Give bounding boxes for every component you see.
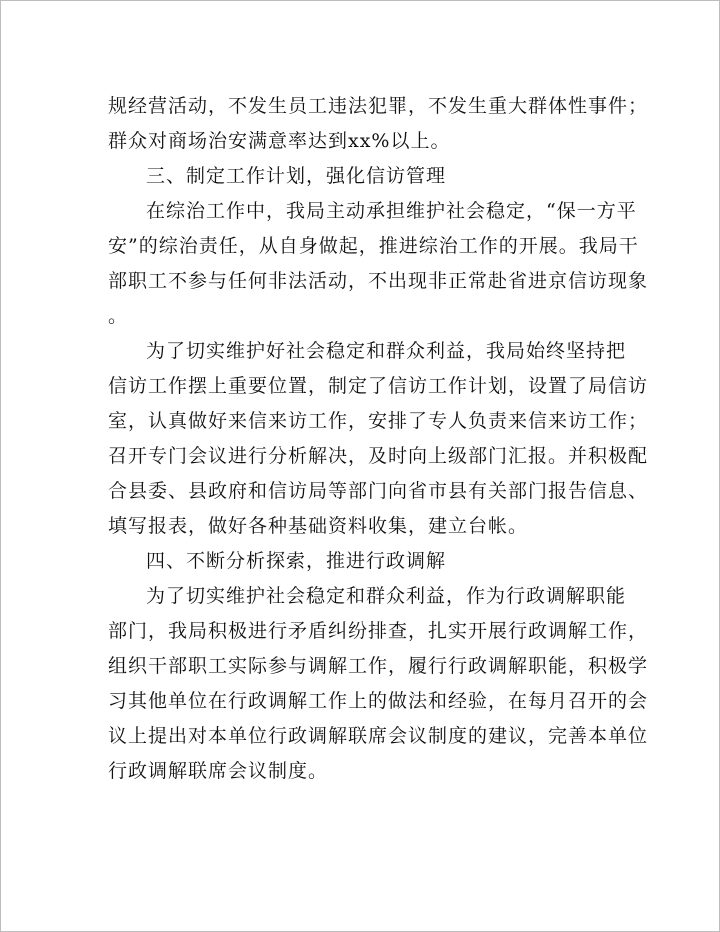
section-heading-4: 四、不断分析探索，推进行政调解 <box>146 550 447 572</box>
body-text-line: 召开专门会议进行分析解决，及时向上级部门汇报。并积极配 <box>108 445 649 467</box>
body-text-line: 部职工不参与任何非法活动，不出现非正常赴省进京信访现象 <box>108 270 649 292</box>
paragraph-first-line: 为了切实维护社会稳定和群众利益，作为行政调解职能 <box>146 585 627 607</box>
paragraph-first-line: 为了切实维护好社会稳定和群众利益，我局始终坚持把 <box>146 340 627 362</box>
body-text-line: 安”的综治责任，从自身做起，推进综治工作的开展。我局干 <box>108 235 639 257</box>
document-body <box>108 89 649 789</box>
section-heading-3: 三、制定工作计划，强化信访管理 <box>146 165 447 187</box>
body-text-line: 组织干部职工实际参与调解工作，履行行政调解职能，积极学 <box>108 655 649 677</box>
body-text-line: 规经营活动，不发生员工违法犯罪，不发生重大群体性事件； <box>108 95 649 117</box>
body-text-line: 。 <box>108 305 129 327</box>
body-text-line: 填写报表，做好各种基础资料收集，建立台帐。 <box>108 515 529 537</box>
body-text-line: 群众对商场治安满意率达到xx%以上。 <box>108 130 451 152</box>
body-text-line: 习其他单位在行政调解工作上的做法和经验，在每月召开的会 <box>108 690 649 712</box>
paragraph-first-line: 在综治工作中，我局主动承担维护社会稳定，“保一方平 <box>146 200 637 222</box>
body-text-line: 室，认真做好来信来访工作，安排了专人负责来信来访工作； <box>108 410 649 432</box>
body-text-line: 信访工作摆上重要位置，制定了信访工作计划，设置了局信访 <box>108 375 649 397</box>
body-text-line: 行政调解联席会议制度。 <box>108 760 329 782</box>
body-text-line: 合县委、县政府和信访局等部门向省市县有关部门报告信息、 <box>108 480 649 502</box>
body-text-line: 议上提出对本单位行政调解联席会议制度的建议，完善本单位 <box>108 725 649 747</box>
body-text-line: 部门，我局积极进行矛盾纠纷排查，扎实开展行政调解工作， <box>108 620 649 642</box>
